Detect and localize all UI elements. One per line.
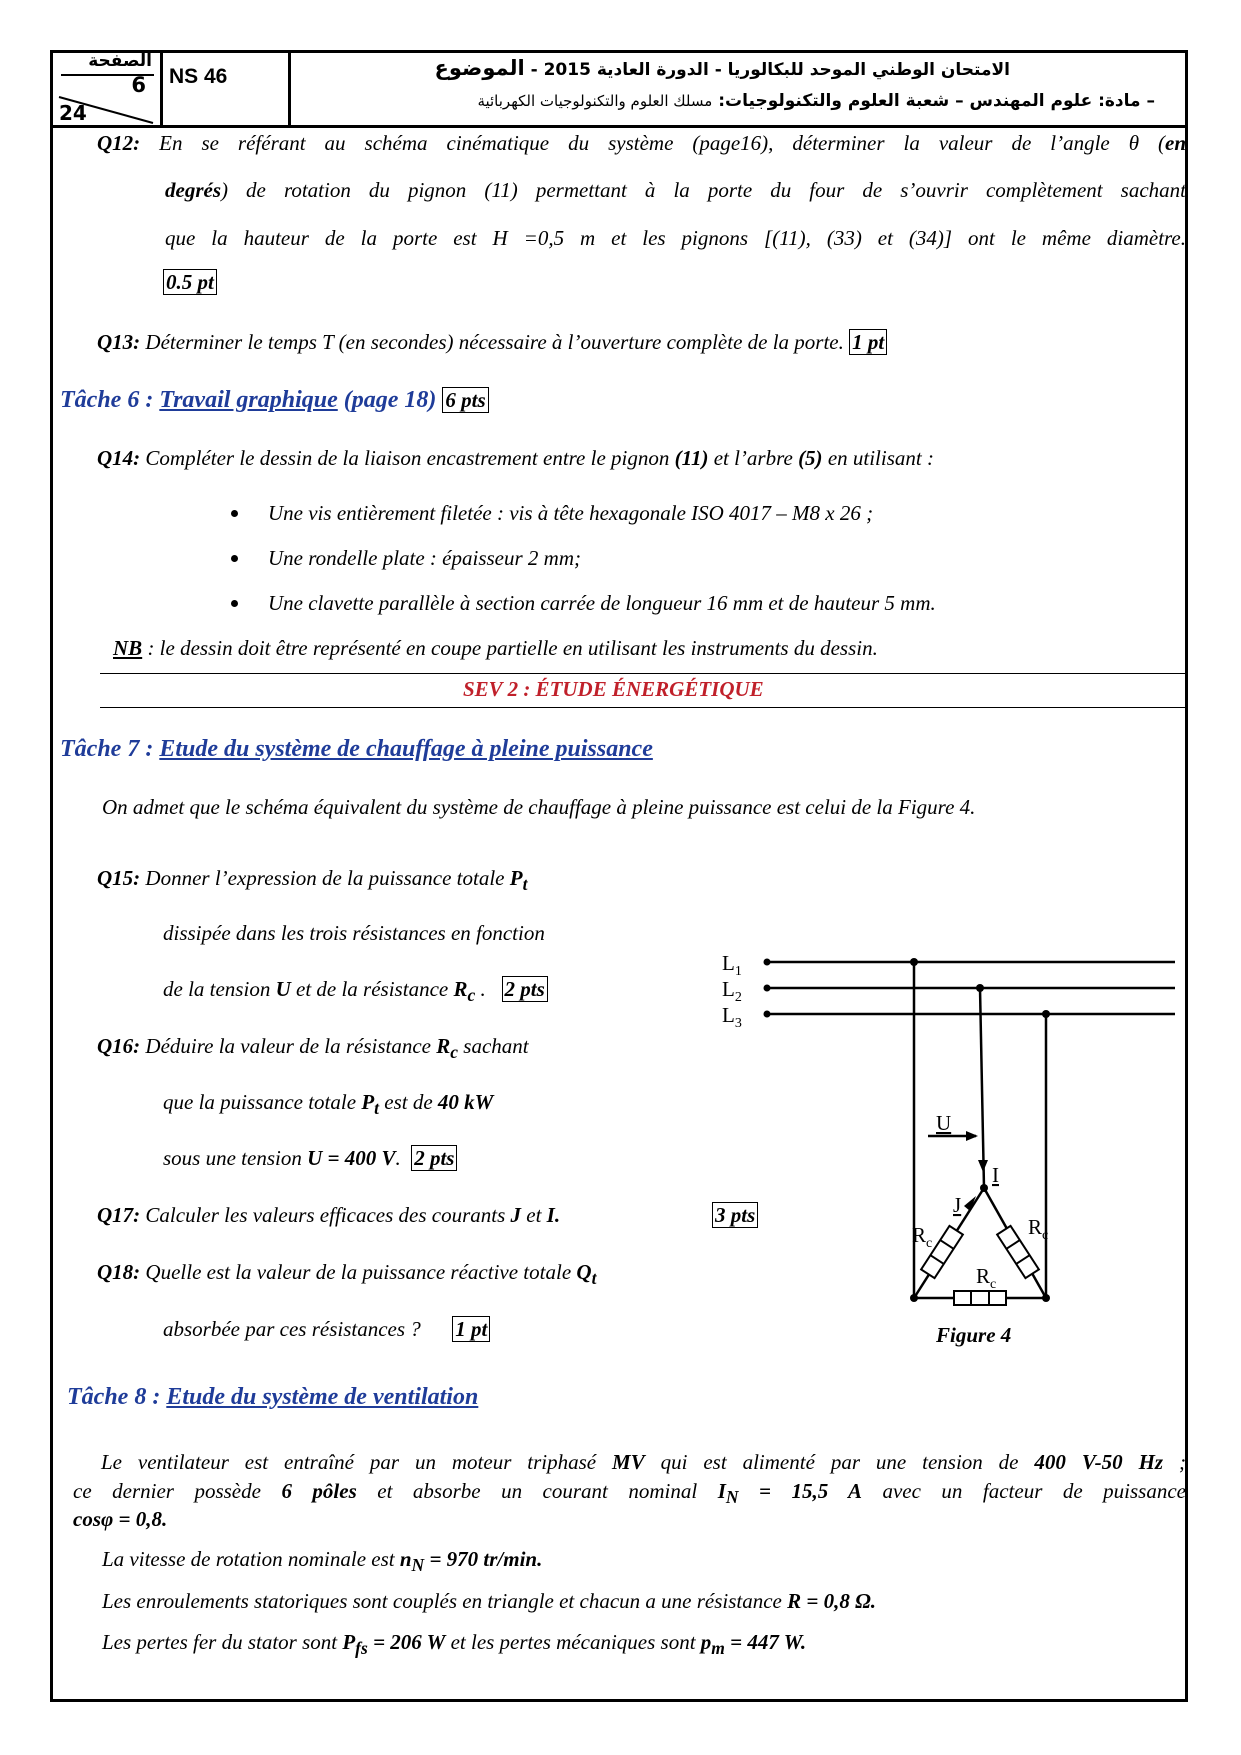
exam-title-line2: – مادة: علوم المهندس – شعبة العلوم والتكنولوجيات: مسلك العلوم والتكنولوجيات الكهربائية — [477, 91, 1155, 111]
label-rc-right: $R_c$ — [1028, 1215, 1049, 1243]
label-j: J — [953, 1193, 962, 1217]
tache8-heading: Tâche 8 : Etude du système de ventilation — [67, 1384, 479, 1410]
exam-header — [53, 53, 1185, 128]
bullet-icon — [231, 510, 238, 517]
divider — [100, 673, 1186, 674]
q18-line1: Q18: Quelle est la valeur de la puissance réactive totale $Q_t$ — [97, 1260, 597, 1289]
label-i: I — [992, 1163, 999, 1187]
page-label: الصفحة — [88, 51, 152, 71]
figure4-caption: Figure 4 — [936, 1323, 1012, 1347]
label-rc-left: $R_c$ — [912, 1223, 933, 1251]
q18-points: 1 pt — [452, 1316, 490, 1342]
q16-line1: Q16: Déduire la valeur de la résistance $R_c$ sachant — [97, 1034, 529, 1063]
tache8-p1-line1: Le ventilateur est entraîné par un moteur triphasé MV qui est alimenté par une tension de 400 V-50 Hz ; — [101, 1450, 1186, 1474]
label-l2: $L_2$ — [722, 977, 742, 1005]
page-number: 6 — [131, 73, 146, 97]
label-l1: $L_1$ — [722, 951, 742, 979]
tache8-speed: La vitesse de rotation nominale est $n_N = 970$ tr/min. — [102, 1547, 543, 1576]
tache8-p1-line3: cosφ = 0,8. — [73, 1507, 168, 1531]
label-rc-bottom: $R_c$ — [976, 1264, 997, 1292]
exam-code-box — [163, 53, 291, 125]
q16-points: 2 pts — [411, 1145, 457, 1171]
label-u: U — [936, 1111, 952, 1135]
q13-points: 1 pt — [849, 329, 887, 355]
q13-question: Q13: Déterminer le temps T (en secondes) nécessaire à l’ouverture complète de la porte. 1 pt — [97, 330, 887, 355]
q15-points: 2 pts — [502, 976, 548, 1002]
page-number-box — [53, 53, 163, 125]
q15-line2: dissipée dans les trois résistances en fonction — [163, 921, 545, 945]
q16-line2: que la puissance totale $P_t$ est de 40 kW — [163, 1090, 494, 1119]
q12-line1: Q12: En se référant au schéma cinématique du système (page16), déterminer la valeur de l’angle θ (en — [97, 131, 1186, 155]
bullet-icon — [231, 600, 238, 607]
tache8-p1-line2: ce dernier possède 6 pôles et absorbe un courant nominal $I_N = 15,5$ A avec un facteur de puissance — [73, 1479, 1187, 1508]
q14-bullet-3: Une clavette parallèle à section carrée de longueur 16 mm et de hauteur 5 mm. — [268, 591, 936, 615]
tache7-intro: On admet que le schéma équivalent du système de chauffage à pleine puissance est celui de la Figure 4. — [102, 795, 976, 819]
exam-titles — [291, 53, 1185, 125]
q17-points: 3 pts — [712, 1203, 758, 1228]
label-l3: $L_3$ — [722, 1003, 742, 1031]
q14-bullet-2: Une rondelle plate : épaisseur 2 mm; — [268, 546, 581, 570]
tache8-losses: Les pertes fer du stator sont $P_{fs} = 206$ W et les pertes mécaniques sont $p_m = 447$ W. — [102, 1630, 807, 1659]
tache8-windings: Les enroulements statoriques sont couplés en triangle et chacun a une résistance R = 0,8 Ω. — [102, 1589, 877, 1613]
q14-question: Q14: Compléter le dessin de la liaison encastrement entre le pignon (11) et l’arbre (5) en utilisant : — [97, 446, 934, 470]
q16-line3: sous une tension U = 400 V. 2 pts — [163, 1146, 457, 1171]
figure4-circuit — [700, 940, 1190, 1360]
page-total: 24 — [59, 101, 87, 125]
q15-line3: de la tension U et de la résistance $R_c$ . 2 pts — [163, 977, 548, 1006]
exam-code: NS 46 — [169, 65, 228, 88]
tache6-points: 6 pts — [442, 387, 488, 413]
q18-line2: absorbée par ces résistances ? 1 pt — [163, 1317, 490, 1342]
q12-points: 0.5 pt — [163, 270, 217, 295]
bullet-icon — [231, 555, 238, 562]
tache7-heading: Tâche 7 : Etude du système de chauffage à pleine puissance — [60, 736, 653, 762]
q14-nb: NB : le dessin doit être représenté en coupe partielle en utilisant les instruments du dessin. — [113, 636, 878, 660]
divider — [100, 707, 1186, 708]
q17-question: Q17: Calculer les valeurs efficaces des courants J et I. — [97, 1203, 561, 1227]
sev2-title: SEV 2 : ÉTUDE ÉNERGÉTIQUE — [463, 677, 764, 701]
q15-line1: Q15: Donner l’expression de la puissance totale $P_t$ — [97, 866, 528, 895]
q12-line2: degrés) de rotation du pignon (11) permettant à la porte du four de s’ouvrir complètement sachant — [165, 178, 1186, 202]
q12-line3: que la hauteur de la porte est H =0,5 m et les pignons [(11), (33) et (34)] ont le même diamètre. — [165, 226, 1186, 250]
q14-bullet-1: Une vis entièrement filetée : vis à tête hexagonale ISO 4017 – M8 x 26 ; — [268, 501, 874, 525]
tache6-heading: Tâche 6 : Travail graphique (page 18) 6 pts — [60, 387, 489, 414]
exam-title-line1: الامتحان الوطني الموحد للبكالوريا - الدورة العادية 2015 - الموضوع — [434, 56, 1010, 80]
